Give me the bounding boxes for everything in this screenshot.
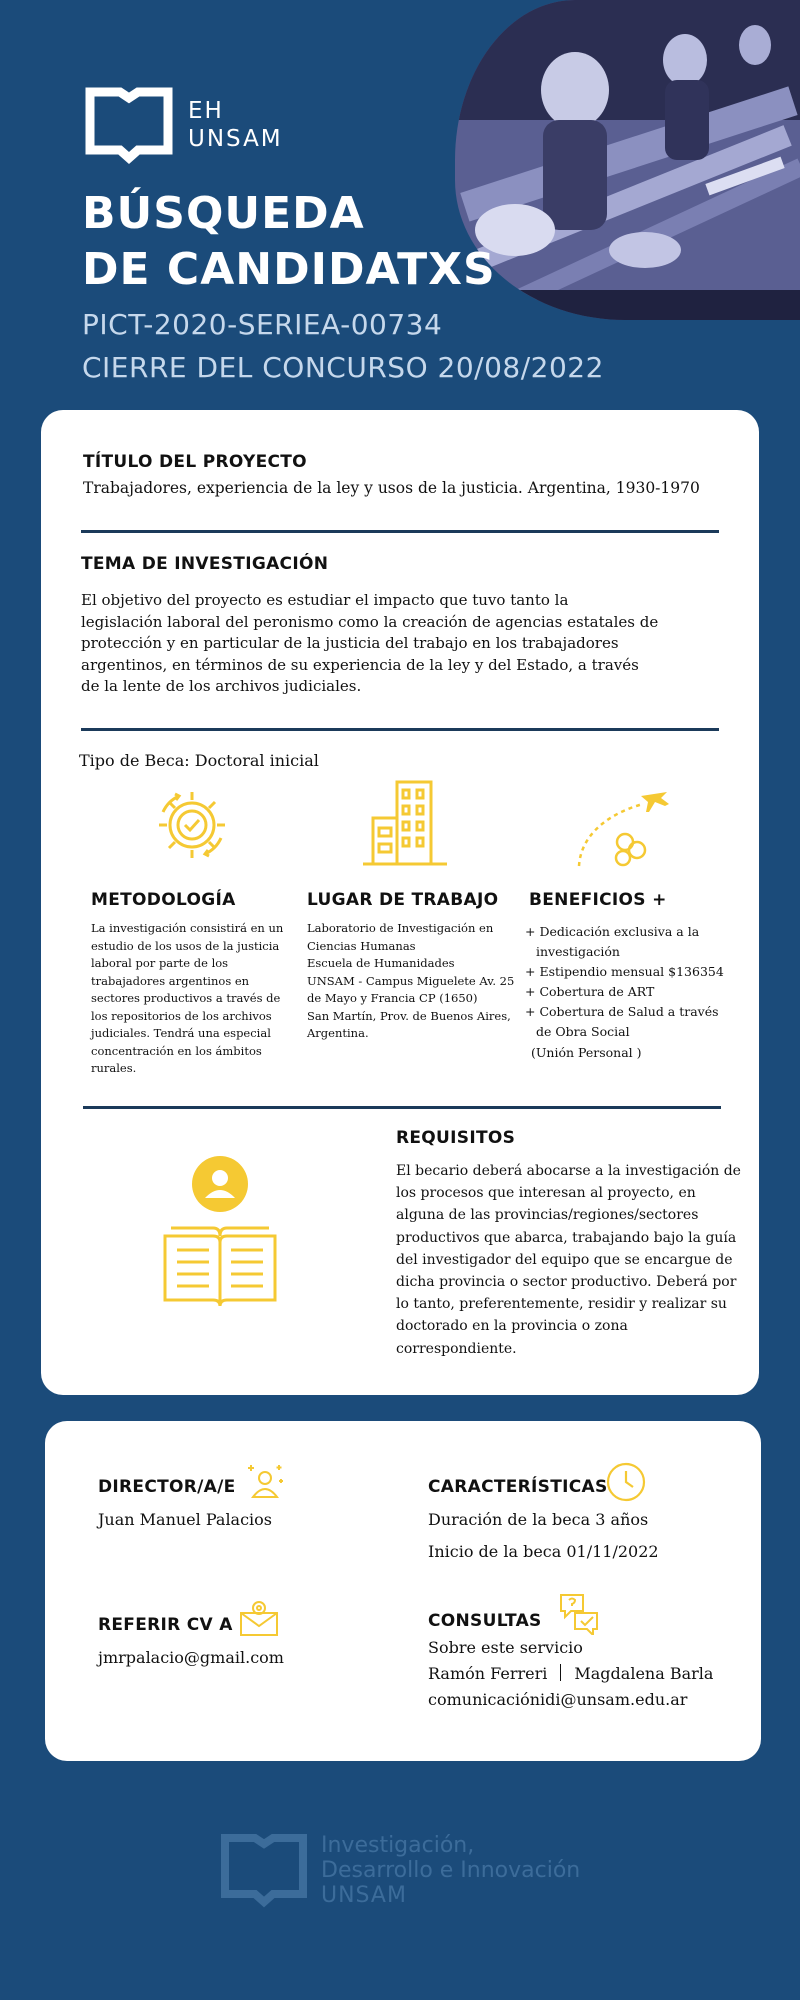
mail-icon <box>237 1599 281 1639</box>
cv-heading: REFERIR CV A <box>98 1615 233 1635</box>
footer-line-2: Desarrollo e Innovación <box>321 1857 581 1883</box>
project-info-card <box>41 410 759 1395</box>
queries-email[interactable]: comunicaciónidi@unsam.edu.ar <box>428 1690 688 1709</box>
queries-intro: Sobre este servicio <box>428 1638 583 1657</box>
benefit-item: + Estipendio mensual $136354 <box>525 962 725 982</box>
page-title <box>82 186 496 298</box>
open-book-icon <box>84 84 174 166</box>
plane-money-icon <box>573 782 671 872</box>
contact-person: Ramón Ferreri <box>428 1664 548 1683</box>
topic-text: El objetivo del proyecto es estudiar el impacto que tuvo tanto la legislación laboral del peronismo como la creación de agencias estatales de protección y en particular de la justicia del trabajo en los trabajadores argentinos, en términos de su experiencia de la ley y del Estado, a través de la lente de los archivos judiciales. <box>81 591 659 695</box>
factory-workers-photo <box>455 0 800 320</box>
footer-line-3: UNSAM <box>321 1882 407 1908</box>
benefit-note: (Unión Personal ) <box>531 1045 642 1060</box>
grant-type: Tipo de Beca: Doctoral inicial <box>79 751 319 770</box>
eh-unsam-logo <box>84 84 283 166</box>
reader-book-icon <box>161 1154 279 1314</box>
grant-duration: Duración de la beca 3 años <box>428 1510 649 1529</box>
clock-icon <box>605 1461 647 1503</box>
queries-heading: CONSULTAS <box>428 1611 542 1631</box>
contact-person: Magdalena Barla <box>574 1664 714 1683</box>
separator <box>560 1664 561 1681</box>
director-name: Juan Manuel Palacios <box>98 1510 273 1529</box>
grant-start: Inicio de la beca 01/11/2022 <box>428 1542 659 1561</box>
workplace-text: Laboratorio de Investigación en Ciencias Humanas Escuela de Humanidades UNSAM - Campus Miguelete Av. 25 de Mayo y Francia CP (1650) San Martín, Prov. de Buenos Aires, Argentina. <box>307 921 515 1040</box>
building-icon <box>359 776 451 868</box>
features-heading: CARACTERÍSTICAS <box>428 1477 608 1497</box>
benefit-item: + Cobertura de ART <box>525 982 725 1002</box>
header-photo <box>455 0 800 320</box>
benefit-item: + Dedicación exclusiva a la investigación <box>525 922 725 962</box>
requirements-heading: REQUISITOS <box>396 1128 516 1148</box>
workplace-heading: LUGAR DE TRABAJO <box>307 890 499 910</box>
queries-contacts <box>428 1663 713 1684</box>
benefits-list <box>525 922 725 1042</box>
open-book-icon <box>219 1830 309 1910</box>
topic-heading: TEMA DE INVESTIGACIÓN <box>81 554 329 574</box>
footer-line-1: Investigación, <box>321 1832 475 1858</box>
cv-email[interactable]: jmrpalacio@gmail.com <box>98 1648 284 1667</box>
project-title-heading: TÍTULO DEL PROYECTO <box>83 452 307 472</box>
contest-deadline: CIERRE DEL CONCURSO 20/08/2022 <box>82 351 604 384</box>
idi-unsam-logo <box>219 1830 580 1910</box>
benefit-item: + Cobertura de Salud a través de Obra Social <box>525 1002 725 1042</box>
benefits-heading: BENEFICIOS + <box>529 890 667 910</box>
project-code: PICT-2020-SERIEA-00734 <box>82 308 443 341</box>
divider <box>81 530 719 533</box>
logo-line-unsam: UNSAM <box>188 126 283 152</box>
director-heading: DIRECTOR/A/E <box>98 1477 236 1497</box>
title-line-2: DE CANDIDATXS <box>82 244 496 295</box>
contact-card <box>45 1421 761 1761</box>
gear-check-icon <box>149 782 235 868</box>
divider <box>81 728 719 731</box>
requirements-text: El becario deberá abocarse a la investigación de los procesos que interesan al proyecto, en alguna de las provincias/regiones/sectores productivos que abarca, trabajando bajo la guía del investigador del equipo que se encargue de dicha provincia o sector productivo. Deberá por lo tanto, preferentemente, residir y realizar su doctorado en la provincia o zona correspondiente. <box>396 1163 741 1357</box>
chat-question-icon <box>557 1591 603 1635</box>
methodology-text: La investigación consistirá en un estudio de los usos de la justicia laboral por parte de los trabajadores argentinos en sectores productivos a través de los repositorios de los archivos judiciales. Tendrá una especial concentración en los ámbitos rurales. <box>91 921 284 1075</box>
logo-line-eh: EH <box>188 98 224 124</box>
project-title-value: Trabajadores, experiencia de la ley y usos de la justicia. Argentina, 1930-1970 <box>83 479 700 497</box>
title-line-1: BÚSQUEDA <box>82 188 365 239</box>
methodology-heading: METODOLOGÍA <box>91 890 236 910</box>
person-sparkle-icon <box>245 1461 287 1503</box>
divider <box>83 1106 721 1109</box>
